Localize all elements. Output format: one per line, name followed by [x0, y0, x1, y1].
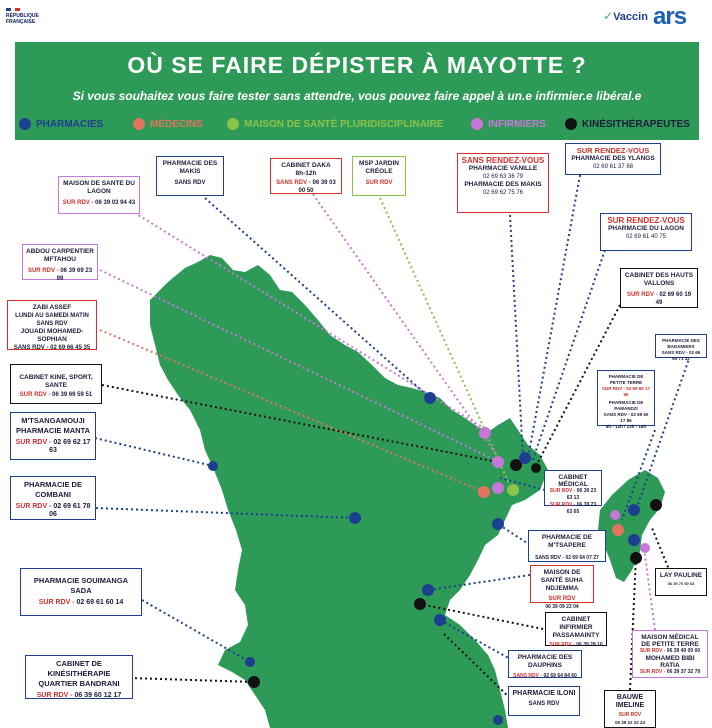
box-phone-2: 06 39 23 63 65 [566, 502, 597, 515]
dot-nurse [640, 543, 650, 553]
dot-physio [248, 676, 260, 688]
box-title: ZABI ASSEF [32, 304, 72, 311]
box-phone: 06 39 69 23 99 [56, 268, 93, 282]
box-title: PHARMACIE DE PETITE TERRE [608, 374, 644, 385]
box-phone: 02 69 61 40 75 [625, 234, 667, 240]
box-rdv-2: SANS RDV [603, 412, 627, 417]
box-phone: 02 69 64 84 60 [543, 673, 577, 679]
box-phone-2: 06 39 37 32 79 [666, 669, 701, 675]
leader-line-manta [95, 438, 213, 466]
info-pharma-makis [156, 156, 224, 196]
box-hours: 8h-12h [295, 170, 317, 177]
box-rdv: SUR RDV [19, 392, 47, 398]
ars-logo-text: ars [653, 3, 687, 30]
info-msangamouji: M'TSANGAMOUJI PHARMACIE MANTA SUR RDV - 02 69 62 17 63 [10, 412, 96, 460]
leader-line-lagon-pharma [532, 250, 605, 462]
box-phone: 02 69 60 17 86 [623, 386, 651, 397]
info-maison-lagon: MAISON DE SANTE DU LAGON SUR RDV - 06 39 03 94 43 [58, 176, 140, 214]
info-lay-pauline [655, 568, 707, 596]
box-phone: 06 39 28 10 [576, 642, 603, 648]
box-phone: 06 39 22 22 24 [614, 720, 646, 725]
dot-physio [531, 463, 541, 473]
info-iloni [508, 686, 580, 716]
dot-doctor [478, 486, 490, 498]
box-phone: 02 69 62 17 63 [49, 439, 91, 454]
petite-terre-island [598, 470, 665, 582]
box-rdv: SUR RDV [548, 596, 576, 602]
box-phone: 02 69 61 60 14 [76, 599, 124, 606]
dot-pharmacy [519, 452, 531, 464]
box-rdv: SANS RDV [174, 180, 206, 186]
dot-pharmacy [628, 534, 640, 546]
info-lagon-pharma [600, 213, 692, 251]
dot-nurse [492, 456, 504, 468]
box-rdv: SANS RDV [276, 180, 308, 186]
box-title: PHARMACIE DE M'TSAPERE [541, 534, 593, 549]
legend-label-pharmacies: PHARMACIES [36, 118, 104, 130]
box-rdv: SANS RDV [528, 701, 560, 707]
box-title: CABINET DE KINÉSITHÉRAPIE QUARTIER BANDRANI [38, 659, 120, 688]
box-line-2: SANS RDV [36, 321, 68, 327]
box-title: M'TSANGAMOUJI [21, 416, 85, 425]
box-phone: 02 69 61 78 06 [49, 503, 91, 518]
info-abdou: ABDOU CARPENTIER MFTAHOU SUR RDV - 06 39 69 23 99 [22, 244, 98, 280]
dot-pharmacy [628, 504, 640, 516]
box-title: PHARMACIE ILONI [512, 690, 576, 697]
box-title: MAISON DE SANTÉ SUHA NDJEMMA [540, 569, 584, 592]
box-rdv-repeat: SUR RDV [549, 502, 573, 508]
box-title: CABINET DAKA [281, 162, 331, 169]
box-rdv: SUR RDV [626, 292, 654, 298]
box-rdv: SANS RDV [535, 555, 561, 561]
dot-nurse [492, 482, 504, 494]
info-kine-sport: CABINET KINE, SPORT, SANTE SUR RDV - 06 39 69 59 51 [10, 364, 102, 404]
legend-label-medecins: MÉDECINS [150, 118, 203, 130]
info-cab-medical: CABINET MÉDICAL SUR RDV - 06 39 23 63 13 SUR RDV - 06 39 23 63 65 [544, 470, 602, 506]
box-rdv: SUR RDV [549, 488, 573, 494]
info-zabi: ZABI ASSEF LUNDI AU SAMEDI MATIN SANS RDV JOUADI MOHAMED-SOPHIAN SANS RDV - 02 69 66 45 35 [7, 300, 97, 350]
box-rdv: SANS RDV [13, 345, 45, 351]
dot-pharmacy [434, 614, 446, 626]
box-title-2: JOUADI MOHAMED-SOPHIAN [20, 328, 84, 343]
info-soumanga: PHARMACIE SOUIMANGA SADA SUR RDV - 02 69 61 60 14 [20, 568, 142, 616]
box-title-2: PHARMACIE DE PAMANDZI [608, 400, 644, 411]
box-title: BAUWE IMELINE [615, 694, 645, 709]
info-hauts-vallons: CABINET DES HAUTS VALLONS SUR RDV - 02 69 60 19 49 [620, 268, 698, 308]
leader-line-lay-pauline [652, 528, 670, 572]
info-bandrani: CABINET DE KINÉSITHÉRAPIE QUARTIER BANDRANI SUR RDV - 06 39 60 12 17 [25, 655, 133, 699]
box-title: MAISON DE SANTE DU LAGON [63, 180, 135, 195]
box-rdv: SUR RDV [601, 386, 623, 391]
box-title: MAISON MÉDICAL DE PETITE TERRE [641, 634, 699, 648]
dot-physio [650, 499, 662, 511]
leader-line-ylangs [528, 175, 580, 458]
box-rdv: SUR RDV [62, 200, 90, 206]
info-combani: PHARMACIE DE COMBANI SUR RDV - 02 69 61 78 06 [10, 476, 96, 520]
box-title: PHARMACIE DES BADAMIERS [662, 338, 700, 349]
dot-physio [630, 552, 642, 564]
box-pharmacy-2: PHARMACIE DES MAKIS [464, 181, 542, 188]
box-rdv: SUR RDV [27, 268, 55, 274]
legend-label-maison-sante: MAISON DE SANTÉ PLURIDISCIPLINAIRE [244, 118, 444, 130]
box-title-2: PHARMACIE MANTA [15, 426, 91, 435]
box-title: PHARMACIE DU LAGON [608, 225, 684, 232]
info-cabinet-daka: CABINET DAKA 8h-12h SANS RDV - 06 39 03 00 50 [270, 158, 342, 194]
leader-line-bandrani [130, 678, 254, 682]
box-title: PHARMACIE DES YLANGS [571, 155, 655, 162]
dot-nurse [479, 427, 491, 439]
box-phone: 06 39 23 63 13 [566, 488, 597, 501]
box-title: PHARMACIE DE COMBANI [24, 480, 82, 499]
legend-label-infirmiers: INFIRMIERS [488, 118, 546, 130]
legend-label-kine: KINÉSITHÉRAPEUTES [582, 118, 690, 130]
box-rdv: SUR RDV [618, 712, 642, 718]
box-title: PHARMACIE SOUIMANGA SADA [33, 576, 129, 595]
box-rdv: SUR RDV [36, 692, 69, 699]
republique-line-2: FRANÇAISE [6, 19, 36, 25]
box-phone: 06 39 40 00 00 [666, 648, 701, 654]
box-phone: 06 39 60 12 17 [74, 692, 122, 699]
box-phone: 02 69 60 71 32 [672, 350, 701, 361]
dot-pharmacy [208, 461, 218, 471]
box-line-1: LUNDI AU SAMEDI MATIN [15, 313, 89, 319]
republique-line-1: RÉPUBLIQUE [6, 13, 39, 19]
box-title-2: MOHAMED BIBI RATIA [645, 655, 695, 669]
dot-pharmacy [424, 392, 436, 404]
dot-pharmacy [492, 518, 504, 530]
box-heading: SANS RENDEZ-VOUS [461, 156, 545, 165]
box-title: CABINET DES HAUTS VALLONS [624, 272, 694, 287]
box-phone: 02 69 64 07 27 [565, 555, 599, 561]
box-title: ABDOU CARPENTIER MFTAHOU [26, 248, 94, 263]
box-title: CABINET MÉDICAL [558, 474, 588, 488]
box-title: MSP JARDIN CRÉOLE [359, 160, 399, 175]
dot-pharmacy [422, 584, 434, 596]
box-rdv: SUR RDV [38, 599, 71, 606]
info-sans-rdv-group [457, 153, 549, 213]
box-phone-2: 02 69 62 75 76 [482, 190, 524, 196]
box-phone: 06 39 09 22 04 [545, 604, 579, 610]
box-rdv: SUR RDV [365, 180, 393, 186]
box-rdv: SANS RDV [661, 350, 685, 355]
vaccin-logo-text: Vaccin [613, 11, 648, 23]
box-rdv-2: SUR RDV [639, 669, 663, 675]
box-phone: 06 39 03 00 50 [298, 180, 336, 194]
dot-doctor [612, 524, 624, 536]
box-rdv: SUR RDV [639, 648, 663, 654]
box-heading: SUR RENDEZ-VOUS [576, 146, 650, 155]
info-bauwe [604, 690, 656, 728]
box-phone-2: 02 69 60 17 86 [620, 412, 649, 423]
box-title: CABINET KINE, SPORT, SANTE [19, 374, 93, 389]
dot-physio [414, 598, 426, 610]
dot-pharmacy [245, 657, 255, 667]
checkmark-icon: ✓ [603, 9, 614, 23]
box-rdv: SUR RDV [549, 642, 572, 648]
page-subtitle: Si vous souhaitez vous faire tester sans attendre, vous pouvez faire appel à un.e infirmier.e libéral.e [72, 89, 642, 103]
box-title: PHARMACIE DES MAKIS [162, 160, 218, 175]
box-title: PHARMACIE DES DAUPHINS [517, 654, 573, 669]
box-phone: 06 39 03 94 43 [95, 200, 136, 206]
dot-nurse [610, 510, 620, 520]
dot-pharmacy [493, 715, 503, 725]
box-title: LAY PAULINE [659, 572, 703, 579]
box-phone: 02 69 61 37 68 [592, 164, 634, 170]
box-rdv: SUR RDV [15, 439, 48, 446]
info-suha [530, 565, 594, 610]
leader-line-soumanga [142, 600, 250, 662]
info-ylangs [565, 143, 661, 175]
info-petite-terre: PHARMACIE DE PETITE TERRE SUR RDV - 02 69 60 17 86 PHARMACIE DE PAMANDZI SANS RDV - 02 69 60 17 86 8h - 12h / 13h - 18h [597, 370, 655, 426]
box-phone: 06 39 69 59 51 [52, 392, 93, 398]
info-mtsapere: PHARMACIE DE M'TSAPERE SANS RDV - 02 69 64 07 27 [528, 530, 606, 562]
box-pharmacy-1: PHARMACIE VANILLE [468, 165, 538, 172]
info-dauphins: PHARMACIE DES DAUPHINS SANS RDV - 02 69 64 84 60 [508, 650, 582, 678]
box-hours-2: 8h - 12h / 13h - 18h [605, 424, 647, 429]
info-passamainty: CABINET INFIRMIER PASSAMAINTY SUR RDV - 06 39 28 10 [545, 612, 607, 646]
box-rdv: SUR RDV [15, 503, 48, 510]
info-badamiers: PHARMACIE DES BADAMIERS SANS RDV - 02 69 60 71 32 [655, 334, 707, 358]
box-phone: 02 69 66 45 35 [50, 345, 91, 351]
info-msp-jardin [352, 156, 406, 196]
box-phone: 06 39 70 50 63 [667, 581, 695, 586]
dot-health-house [507, 484, 519, 496]
dot-pharmacy [349, 512, 361, 524]
box-heading: SUR RENDEZ-VOUS [607, 216, 685, 225]
info-maison-petite-terre: MAISON MÉDICAL DE PETITE TERRE SUR RDV - 06 39 40 00 00 MOHAMED BIBI RATIA SUR RDV - 06 39 37 32 79 [632, 630, 708, 678]
box-phone: 02 69 60 19 49 [655, 292, 692, 306]
leader-line-maison-petite-terre [644, 548, 655, 630]
box-rdv: SANS RDV [513, 673, 539, 679]
page-title: OÙ SE FAIRE DÉPISTER À MAYOTTE ? [127, 52, 587, 78]
box-phone-1: 02 69 63 36 79 [482, 174, 524, 180]
box-title: CABINET INFIRMIER PASSAMAINTY [552, 616, 600, 639]
